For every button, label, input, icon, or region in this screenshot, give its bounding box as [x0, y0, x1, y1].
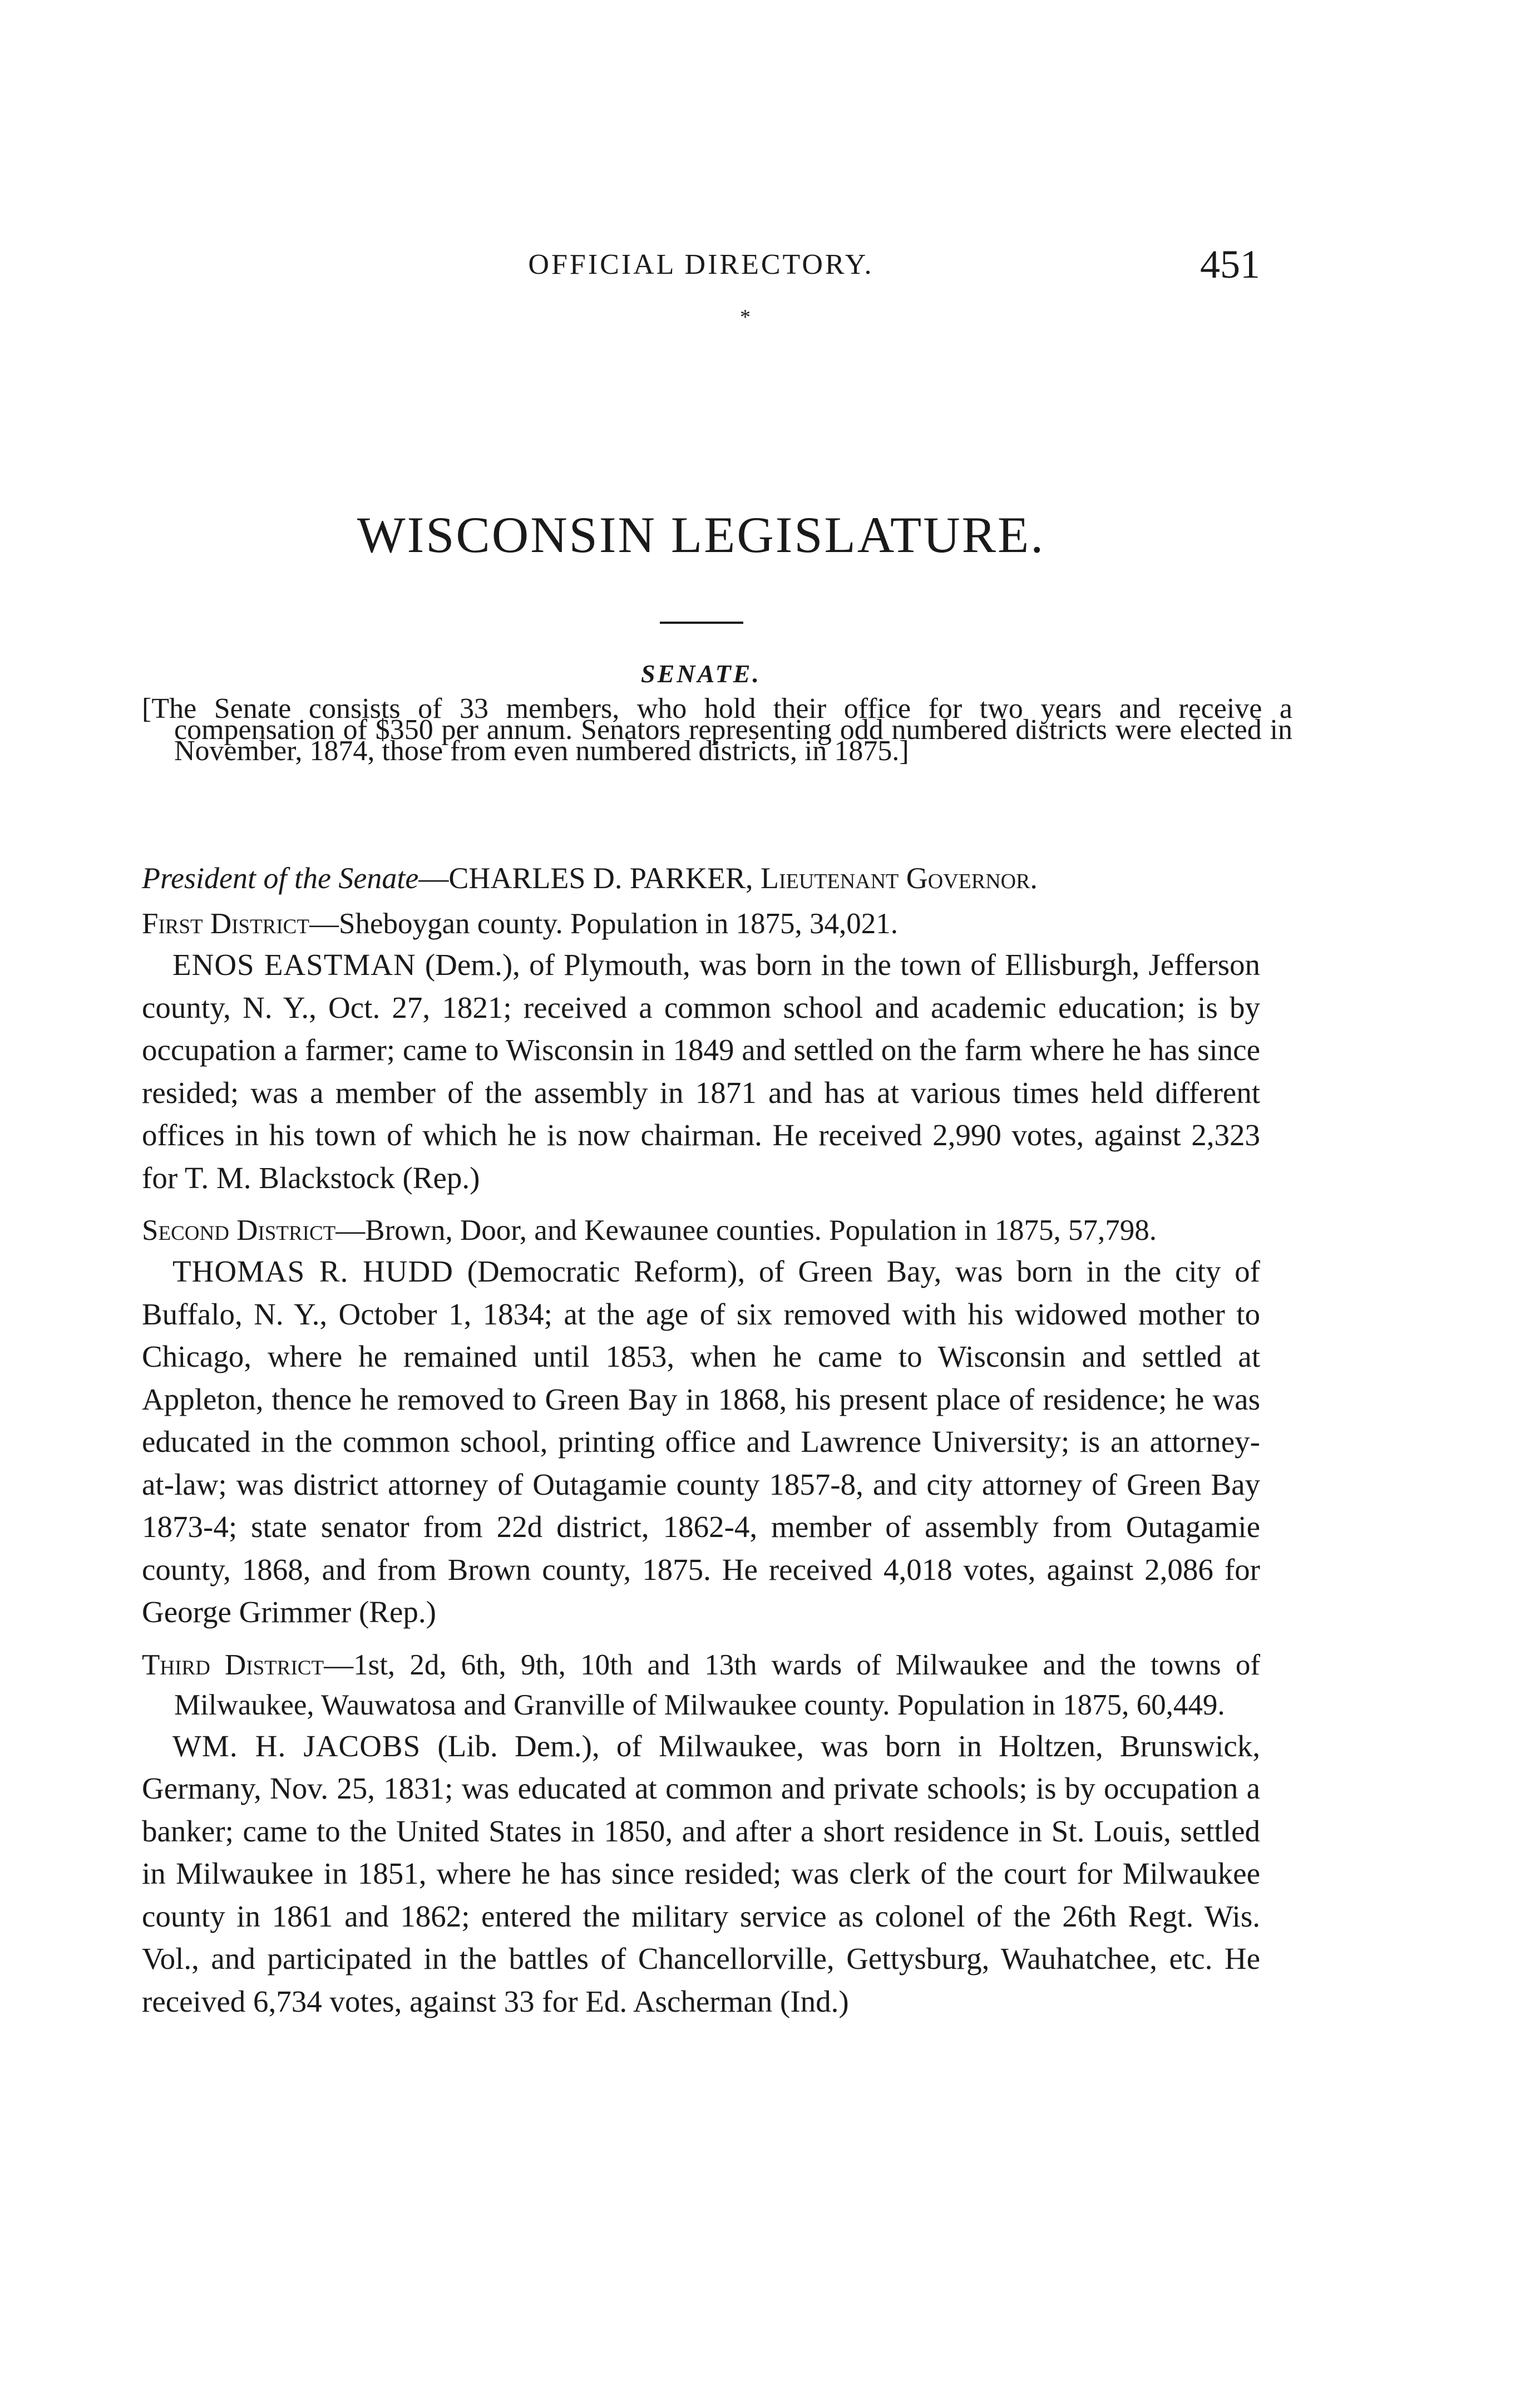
- member-name: ENOS EASTMAN: [172, 948, 416, 982]
- district-label: First District: [142, 908, 309, 940]
- district-heading: [142, 1645, 1260, 1725]
- printer-mark: *: [740, 306, 751, 329]
- district-heading: [142, 1210, 1260, 1250]
- president-office: Lieutenant Governor.: [761, 861, 1038, 895]
- senate-president: [142, 857, 1260, 899]
- member-biography: [142, 1725, 1260, 2023]
- section-heading: SENATE.: [641, 659, 761, 688]
- member-text: (Dem.), of Plymouth, was born in the town of Ellisburgh, Jefferson county, N. Y., Oct. 27, 1821; received a common school and academic education; is by occupation a farmer; came to Wisconsin in 1849 and settled on the farm where he has since resided; was a member of the assembly in 1871 and has at various times held different offices in his town of which he is now chairman. He received 2,990 votes, against 2,323 for T. M. Blackstock (Rep.): [142, 948, 1260, 1195]
- member-name: WM. H. JACOBS: [172, 1728, 421, 1763]
- district-description: —Sheboygan county. Population in 1875, 34,021.: [309, 908, 898, 940]
- district-label: Third District: [142, 1648, 324, 1681]
- district-description: —1st, 2d, 6th, 9th, 10th and 13th wards of Milwaukee and the towns of Milwaukee, Wauwatosa and Granville of Milwaukee county. Population in 1875, 60,449.: [174, 1648, 1260, 1721]
- title-rule: [660, 622, 743, 624]
- running-head: [142, 242, 1260, 289]
- senate-note: [The Senate consists of 33 members, who hold their office for two years and receive a compensation of $350 per annum. Senators representing odd numbered districts were elected in November, 1874, those from even numbered districts, in 1875.]: [142, 693, 1292, 767]
- running-title: OFFICIAL DIRECTORY.: [528, 249, 874, 280]
- district-heading: [142, 904, 1260, 944]
- page-number: 451: [1200, 242, 1260, 287]
- senate-listing: [142, 857, 1260, 2034]
- district-description: —Brown, Door, and Kewaunee counties. Population in 1875, 57,798.: [335, 1214, 1157, 1247]
- page-title: WISCONSIN LEGISLATURE.: [357, 506, 1045, 563]
- president-label: President of the Senate: [142, 861, 419, 895]
- member-name: THOMAS R. HUDD: [172, 1254, 453, 1288]
- district-label: Second District: [142, 1214, 336, 1247]
- member-biography: [142, 944, 1260, 1199]
- member-biography: [142, 1250, 1260, 1634]
- member-text: (Lib. Dem.), of Milwaukee, was born in Holtzen, Brunswick, Germany, Nov. 25, 1831; was educated at common and private schools; is by occupation a banker; came to the United States in 1850, and after a short residence in St. Louis, settled in Milwaukee in 1851, where he has since resided; was clerk of the court for Milwaukee county in 1861 and 1862; entered the military service as colonel of the 26th Regt. Wis. Vol., and participated in the battles of Chancellorville, Gettysburg, Wauhatchee, etc. He received 6,734 votes, against 33 for Ed. Ascherman (Ind.): [142, 1728, 1260, 2018]
- president-name: —CHARLES D. PARKER,: [418, 861, 761, 895]
- member-text: (Democratic Reform), of Green Bay, was born in the city of Buffalo, N. Y., October 1, 1834; at the age of six removed with his widowed mother to Chicago, where he remained until 1853, when he came to Wisconsin and settled at Appleton, thence he removed to Green Bay in 1868, his present place of residence; he was educated in the common school, printing office and Lawrence University; is an attorney-at-law; was district attorney of Outagamie county 1857-8, and city attorney of Green Bay 1873-4; state senator from 22d district, 1862-4, member of assembly from Outagamie county, 1868, and from Brown county, 1875. He received 4,018 votes, against 2,086 for George Grimmer (Rep.): [142, 1254, 1260, 1629]
